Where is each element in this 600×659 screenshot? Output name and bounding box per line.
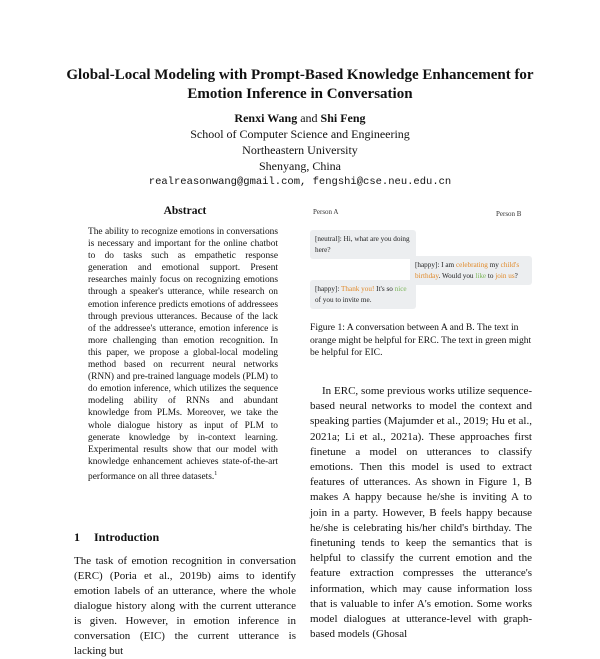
erc-highlight: join us	[495, 271, 515, 280]
paper-title	[40, 66, 560, 104]
figure-person-b-label: Person B	[496, 210, 522, 218]
title-line-2: Emotion Inference in Conversation	[187, 86, 413, 102]
chat-bubble-person-a-1	[310, 230, 416, 259]
email-2[interactable]: fengshi@cse.neu.edu.cn	[312, 176, 452, 188]
figure-person-a-label: Person A	[313, 208, 339, 216]
utterance-text: of you to invite me.	[315, 295, 372, 304]
utterance-text: ?	[514, 271, 518, 280]
utterance-text: my	[487, 261, 501, 269]
abstract-text	[88, 226, 278, 483]
utterance-text: It's so	[374, 285, 395, 293]
affiliation-location: Shenyang, China	[259, 159, 341, 173]
erc-highlight: Thank you!	[339, 285, 375, 293]
section-heading-introduction	[74, 530, 294, 545]
affiliation-university: Northeastern University	[242, 143, 358, 157]
utterance-text: Hi, what are you doing here?	[315, 235, 410, 254]
abstract-paragraph: The ability to recognize emotions in conversations is necessary and important for the online chatbot to do tasks such as empathetic response generation and emotional support. Present researches mainly focus on recognizing emotions through a speaker's utterance, while research on emotion inference predicts emotions of addressees through previous utterances. Because of the lack of the addressee's utterance, emotion inference is more challenging than emotion recognition. In this paper, we propose a global-local modeling method based on recurrent neural networks (RNN) and pre-trained language models (PLM) to do emotion inference, which utilizes the sequence modeling ability of RNNs and abundant knowledge from PLMs. Moreover, we take the whole dialogue history as input of PLM to generate knowledge by in-context learning. Experimental results show that our model with knowledge enhancement achieves state-of-the-art performance on all three datasets.	[88, 227, 278, 482]
email-separator: ,	[300, 176, 313, 188]
section-number: 1	[74, 530, 80, 544]
chat-bubble-person-a-2	[310, 280, 416, 309]
utterance-text: to	[486, 271, 496, 280]
abstract-heading: Abstract	[163, 205, 207, 217]
footnote-mark: 1	[214, 470, 218, 477]
introduction-text: The task of emotion recognition in conversation (ERC) (Poria et al., 2019b) aims to identify emotion labels of an utterance, where the whole dialogue history along with the current utterance is given. However, in emotion inference in conversation (EIC) the current utterance is lacking but	[74, 555, 296, 657]
author-name-1: Renxi Wang	[234, 111, 298, 125]
author-name-2: Shi Feng	[320, 111, 366, 125]
email-1[interactable]: realreasonwang@gmail.com	[148, 176, 300, 188]
emotion-tag: [neutral]:	[315, 235, 342, 243]
author-conjunction: and	[300, 111, 318, 125]
emotion-tag: [happy]:	[315, 285, 340, 293]
utterance-text: I am	[439, 261, 456, 269]
author-block	[100, 110, 500, 190]
title-line-1: Global-Local Modeling with Prompt-Based Knowledge Enhancement for	[66, 67, 534, 83]
right-column-text	[310, 384, 532, 642]
emotion-tag: [happy]:	[415, 261, 440, 269]
erc-highlight: child's birthday	[415, 261, 520, 280]
author-emails	[100, 174, 500, 190]
erc-highlight: celebrating	[455, 261, 488, 269]
eic-highlight: like	[475, 271, 487, 280]
chat-bubble-person-b	[410, 256, 532, 285]
figure-caption: Figure 1: A conversation between A and B. The text in orange might be helpful for ERC. The text in green might be helpful for EIC.	[310, 322, 532, 358]
section-title: Introduction	[94, 530, 160, 544]
affiliation-school: School of Computer Science and Engineering	[190, 127, 410, 141]
eic-highlight: nice	[394, 285, 407, 293]
right-column-paragraph: In ERC, some previous works utilize sequence-based neural networks to model the context and speaking parties (Majumder et al., 2019; Hu et al., 2021a; Li et al., 2021a). These approaches first finetune a model on utterances to classify emotions. Then this model is used to extract features of utterances. As shown in Figure 1, B makes A happy because he/she is inviting A to join in a party. However, B feels happy because he/she is celebrating his/her child's birthday. The finetuning tends to keep the semantics that is helpful to classify the current emotion and the feature extraction compresses the utterance's information, which may cause information loss that is valuable to infer A's emotion. Some works model dialogues at utterance-level with graph-based models (Ghosal	[310, 385, 532, 641]
utterance-text: . Would you	[438, 271, 476, 280]
author-names	[100, 110, 500, 126]
